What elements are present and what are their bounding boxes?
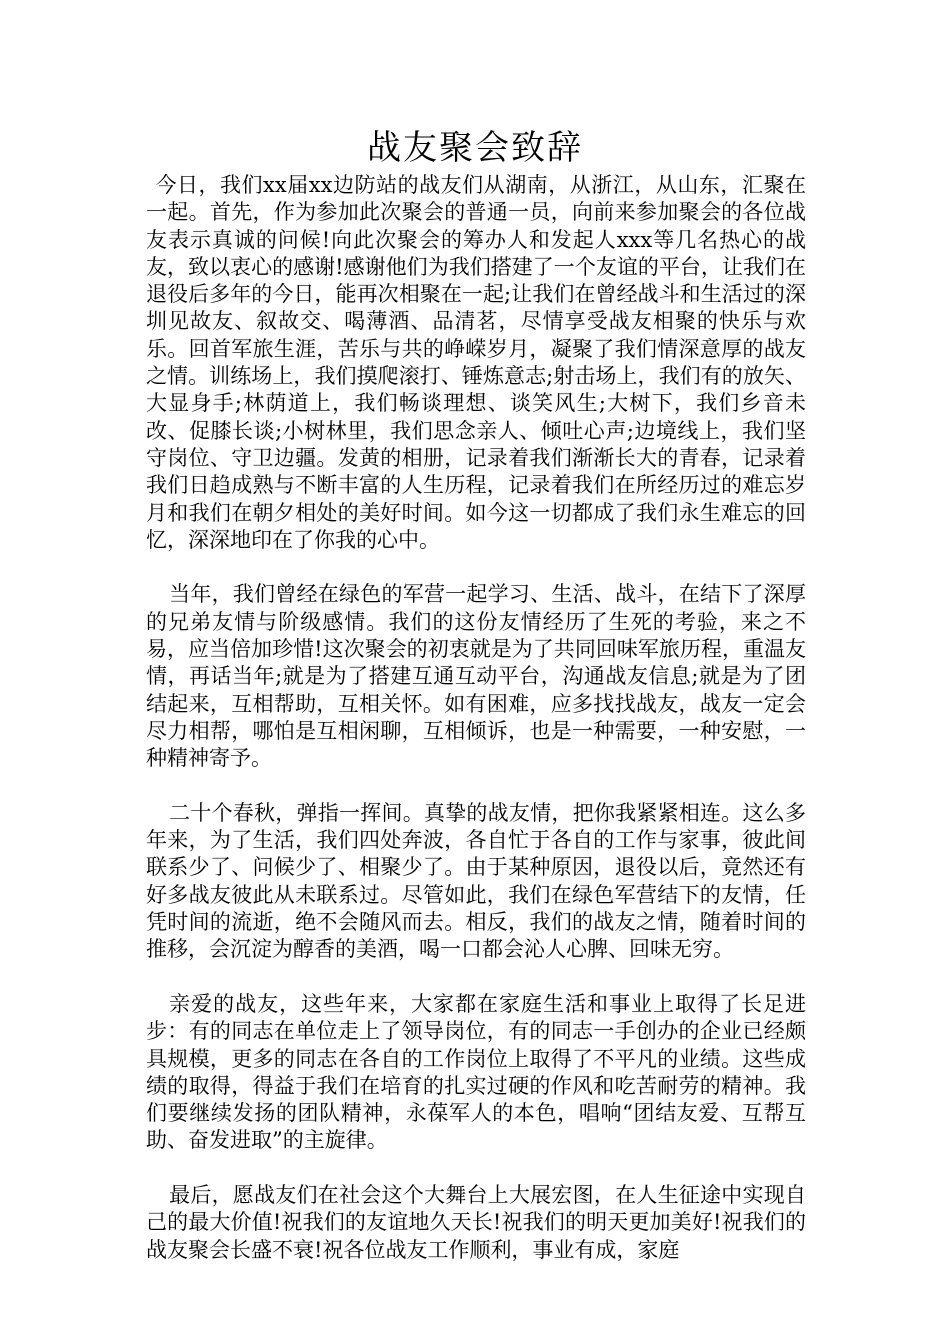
document-body	[146, 172, 806, 1264]
document-title: 战友聚会致辞	[367, 128, 583, 168]
paragraph-1: 今日，我们xx届xx边防站的战友们从湖南，从浙江，从山东，汇聚在一起。首先，作为参加此次聚会的普通一员，向前来参加聚会的各位战友表示真诚的问候!向此次聚会的筹办人和发起人xxx等几名热心的战友，致以衷心的感谢!感谢他们为我们搭建了一个友谊的平台，让我们在退役后多年的今日，能再次相聚在一起;让我们在曾经战斗和生活过的深圳见故友、叙故交、喝薄酒、品清茗，尽情享受战友相聚的快乐与欢乐。回首军旅生涯，苦乐与共的峥嵘岁月，凝聚了我们情深意厚的战友之情。训练场上，我们摸爬滚打、锤炼意志;射击场上，我们有的放矢、大显身手;林荫道上，我们畅谈理想、谈笑风生;大树下，我们乡音未改、促膝长谈;小树林里，我们思念亲人、倾吐心声;边境线上，我们坚守岗位、守卫边疆。发黄的相册，记录着我们渐渐长大的青春，记录着我们日趋成熟与不断丰富的人生历程，记录着我们在所经历过的难忘岁月和我们在朝夕相处的美好时间。如今这一切都成了我们永生难忘的回忆，深深地印在了你我的心中。	[146, 173, 806, 552]
paragraph-4: 亲爱的战友，这些年来，大家都在家庭生活和事业上取得了长足进步：有的同志在单位走上了领导岗位，有的同志一手创办的企业已经颇具规模，更多的同志在各自的工作岗位上取得了不平凡的业绩。这些成绩的取得，得益于我们在培育的扎实过硬的作风和吃苦耐劳的精神。我们要继续发扬的团队精神，永葆军人的本色，唱响“团结友爱、互帮互助、奋发进取”的主旋律。	[146, 991, 806, 1153]
paragraph-3: 二十个春秋，弹指一挥间。真挚的战友情，把你我紧紧相连。这么多年来，为了生活，我们四处奔波，各自忙于各自的工作与家事，彼此间联系少了、问候少了、相聚少了。由于某种原因，退役以后，竟然还有好多战友彼此从未联系过。尽管如此，我们在绿色军营结下的友情，任凭时间的流逝，绝不会随风而去。相反，我们的战友之情，随着时间的推移，会沉淀为醇香的美酒，喝一口都会沁人心脾、回味无穷。	[146, 800, 806, 962]
paragraph-5: 最后，愿战友们在社会这个大舞台上大展宏图，在人生征途中实现自己的最大价值!祝我们的友谊地久天长!祝我们的明天更加美好!祝我们的战友聚会长盛不衰!祝各位战友工作顺利，事业有成，家庭	[146, 1182, 806, 1262]
paragraph-2: 当年，我们曾经在绿色的军营一起学习、生活、战斗，在结下了深厚的兄弟友情与阶级感情。我们的这份友情经历了生死的考验，来之不易，应当倍加珍惜!这次聚会的初衷就是为了共同回味军旅历程，重温友情，再话当年;就是为了搭建互通互动平台，沟通战友信息;就是为了团结起来，互相帮助，互相关怀。如有困难，应多找找战友，战友一定会尽力相帮，哪怕是互相闲聊，互相倾诉，也是一种需要，一种安慰，一种精神寄予。	[146, 582, 806, 771]
